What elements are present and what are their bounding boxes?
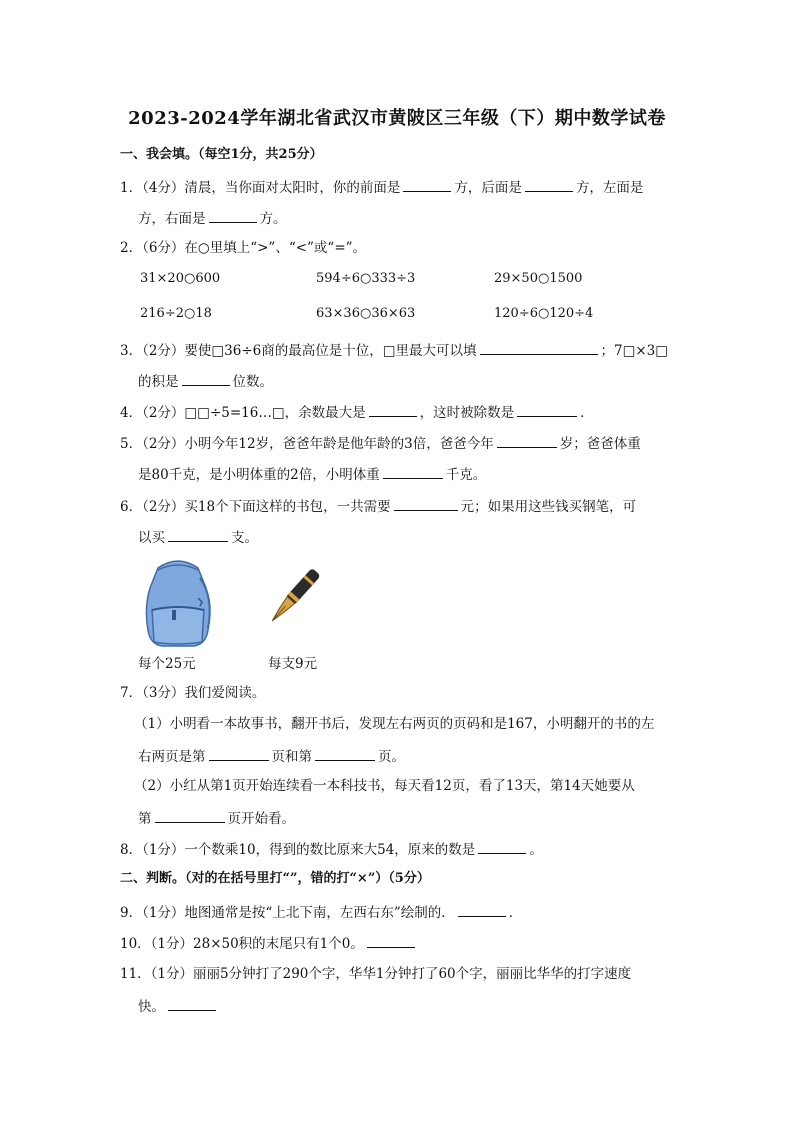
answer-blank[interactable]	[155, 807, 225, 823]
section1-heading: 一、我会填。（每空1分，共25分）	[120, 147, 323, 162]
answer-blank[interactable]	[168, 995, 216, 1011]
question-6-line1: 6．（2分）买18个下面这样的书包，一共需要 元；如果用这些钱买钢笔，可	[120, 495, 636, 517]
answer-blank[interactable]	[478, 838, 526, 854]
answer-blank[interactable]	[369, 401, 417, 417]
answer-blank[interactable]	[383, 463, 443, 479]
question-11-line1: 11．（1分）丽丽5分钟打了290个字，华华1分钟打了60个字，丽丽比华华的打字速度	[120, 966, 632, 982]
compare-expression: 594÷6○333÷3	[316, 271, 416, 286]
question-7: 7．（3分）我们爱阅读。	[120, 685, 266, 701]
answer-blank[interactable]	[497, 432, 557, 448]
answer-blank[interactable]	[394, 495, 458, 511]
answer-blank[interactable]	[168, 526, 228, 542]
answer-blank[interactable]	[209, 207, 257, 223]
question-4: 4．（2分）□□÷5=16…□，余数最大是 ，这时被除数是 ．	[120, 401, 594, 423]
answer-blank[interactable]	[517, 401, 577, 417]
question-8: 8．（1分）一个数乘10，得到的数比原来大54，原来的数是 。	[120, 838, 543, 860]
answer-blank[interactable]	[315, 745, 375, 761]
question-7-part1-line1: （1）小明看一本故事书，翻开书后，发现左右两页的页码和是167，小明翻开的书的左	[134, 716, 655, 732]
compare-expression: 216÷2○18	[140, 306, 212, 321]
question-1-line2: 方，右面是 方。	[138, 207, 287, 229]
question-5-line1: 5．（2分）小明今年12岁，爸爸年龄是他年龄的3倍，爸爸今年 岁；爸爸体重	[120, 432, 641, 454]
answer-blank[interactable]	[480, 339, 598, 355]
question-2: 2．（6分）在○里填上“>”、“<”或“=”。	[120, 240, 367, 256]
backpack-icon	[138, 558, 218, 650]
answer-blank[interactable]	[403, 176, 451, 192]
fountain-pen-icon	[258, 564, 324, 636]
compare-expression: 63×36○36×63	[316, 306, 416, 321]
answer-blank[interactable]	[458, 901, 506, 917]
compare-expression: 120÷6○120÷4	[494, 306, 594, 321]
question-10: 10．（1分）28×50积的末尾只有1个0。	[120, 932, 418, 954]
question-7-part1-line2: 右两页是第 页和第 页。	[138, 745, 405, 767]
exam-title: 2023-2024学年湖北省武汉市黄陂区三年级（下）期中数学试卷	[128, 108, 666, 129]
question-3-line2: 的积是 位数。	[138, 370, 273, 392]
answer-blank[interactable]	[182, 370, 230, 386]
section2-heading: 二、判断。（对的在括号里打“”，错的打“×”）（5分）	[120, 871, 430, 886]
question-7-part2-line1: （2）小红从第1页开始连续看一本科技书，每天看12页，看了13天，第14天她要从	[134, 778, 635, 794]
backpack-price-caption: 每个25元	[138, 656, 196, 672]
answer-blank[interactable]	[367, 932, 415, 948]
pen-price-caption: 每支9元	[268, 656, 318, 672]
question-11-line2: 快。	[138, 995, 219, 1017]
compare-expression: 29×50○1500	[494, 271, 583, 286]
question-5-line2: 是80千克，是小明体重的2倍，小明体重 千克。	[138, 463, 486, 485]
question-6-line2: 以买 支。	[138, 526, 258, 548]
question-3-line1: 3．（2分）要使□36÷6商的最高位是十位，□里最大可以填 ；7□×3□	[120, 339, 668, 361]
question-9: 9．（1分）地图通常是按“上北下南，左西右东”绘制的． ．	[120, 901, 522, 923]
compare-expression: 31×20○600	[140, 271, 221, 286]
answer-blank[interactable]	[525, 176, 573, 192]
question-1-line1: 1．（4分）清晨，当你面对太阳时，你的前面是 方，后面是 方，左面是	[120, 176, 643, 198]
question-7-part2-line2: 第 页开始看。	[138, 807, 295, 829]
answer-blank[interactable]	[209, 745, 269, 761]
